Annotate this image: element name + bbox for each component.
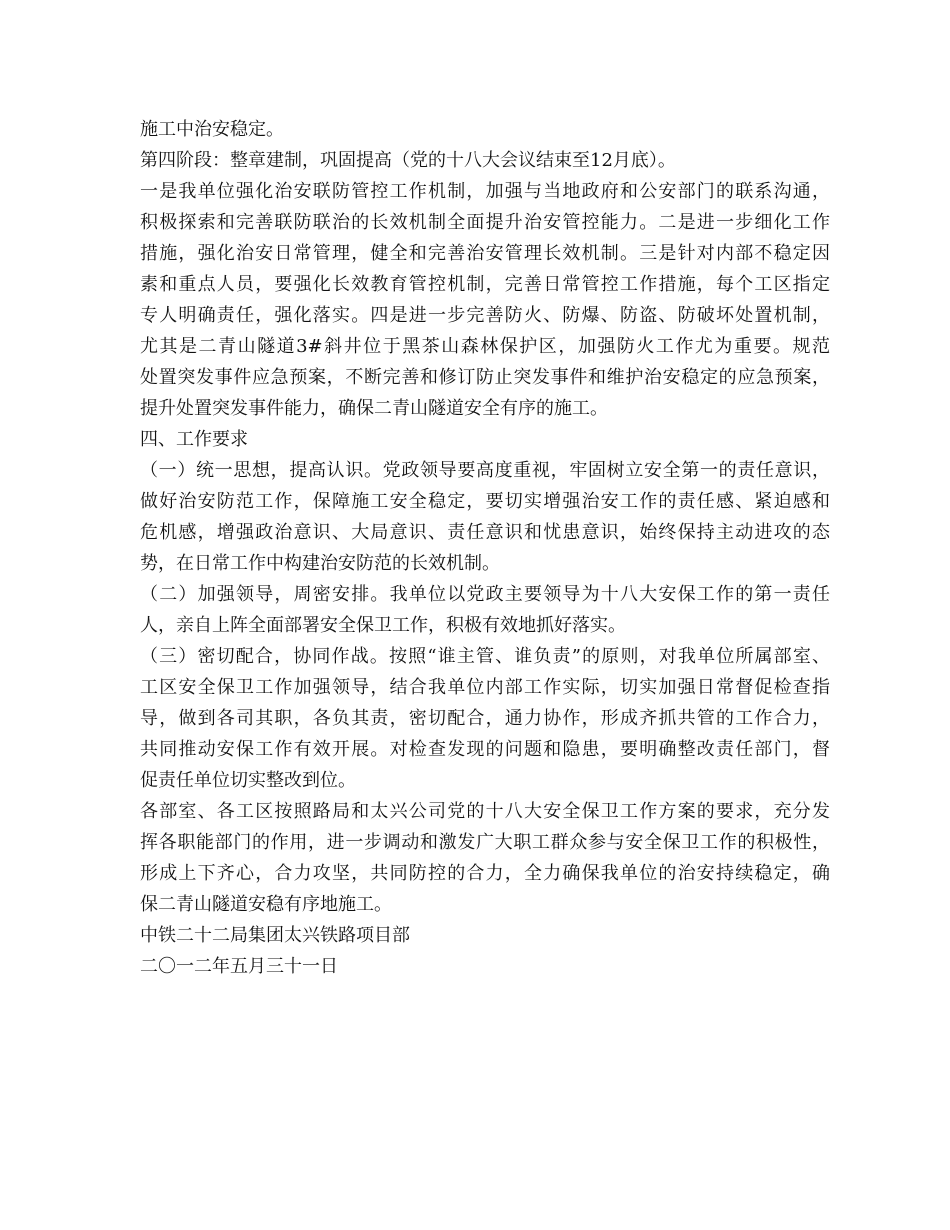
text-line: 素和重点人员，要强化长效教育管控机制，完善日常管控工作措施，每个工区指定 [140, 274, 830, 295]
text-line: 各部室、各工区按照路局和太兴公司党的十八大安全保卫工作方案的要求，充分发 [140, 801, 830, 822]
text-line: 形成上下齐心，合力攻坚，共同防控的合力，全力确保我单位的治安持续稳定，确 [140, 863, 830, 884]
text-line: （二）加强领导，周密安排。我单位以党政主要领导为十八大安保工作的第一责任 [140, 584, 830, 605]
text-line: 促责任单位切实整改到位。 [140, 770, 356, 791]
text-line: 提升处置突发事件能力，确保二青山隧道安全有序的施工。 [140, 398, 608, 419]
text-line: （一）统一思想，提高认识。党政领导要高度重视，牢固树立安全第一的责任意识， [140, 460, 830, 481]
text-line: 尤其是二青山隧道3#斜井位于黑茶山森林保护区，加强防火工作尤为重要。规范 [140, 336, 830, 357]
text-line: 危机感，增强政治意识、大局意识、责任意识和忧患意识，始终保持主动进攻的态 [140, 522, 830, 543]
text-line: 做好治安防范工作，保障施工安全稳定，要切实增强治安工作的责任感、紧迫感和 [140, 491, 830, 512]
text-line: （三）密切配合，协同作战。按照“谁主管、谁负责”的原则，对我单位所属部室、 [140, 646, 830, 667]
text-line: 措施，强化治安日常管理，健全和完善治安管理长效机制。三是针对内部不稳定因 [140, 243, 830, 264]
text-line: 一是我单位强化治安联防管控工作机制，加强与当地政府和公安部门的联系沟通， [140, 181, 830, 202]
text-line: 工区安全保卫工作加强领导，结合我单位内部工作实际，切实加强日常督促检查指 [140, 677, 830, 698]
text-line: 人，亲自上阵全面部署安全保卫工作，积极有效地抓好落实。 [140, 615, 626, 636]
text-line: 二〇一二年五月三十一日 [140, 956, 338, 977]
text-line: 专人明确责任，强化落实。四是进一步完善防火、防爆、防盗、防破坏处置机制， [140, 305, 830, 326]
text-line: 导，做到各司其职，各负其责，密切配合，通力协作，形成齐抓共管的工作合力， [140, 708, 830, 729]
text-line: 施工中治安稳定。 [140, 119, 284, 140]
text-line: 第四阶段：整章建制，巩固提高（党的十八大会议结束至12月底）。 [140, 150, 676, 171]
document-body [140, 114, 830, 982]
text-line: 保二青山隧道安稳有序地施工。 [140, 894, 392, 915]
text-line: 挥各职能部门的作用，进一步调动和激发广大职工群众参与安全保卫工作的积极性， [140, 832, 830, 853]
text-line: 处置突发事件应急预案，不断完善和修订防止突发事件和维护治安稳定的应急预案， [140, 367, 830, 388]
text-line: 共同推动安保工作有效开展。对检查发现的问题和隐患，要明确整改责任部门，督 [140, 739, 830, 760]
text-line: 中铁二十二局集团太兴铁路项目部 [140, 925, 410, 946]
text-line: 势，在日常工作中构建治安防范的长效机制。 [140, 553, 500, 574]
text-line: 积极探索和完善联防联治的长效机制全面提升治安管控能力。二是进一步细化工作 [140, 212, 830, 233]
text-line: 四、工作要求 [140, 429, 248, 450]
